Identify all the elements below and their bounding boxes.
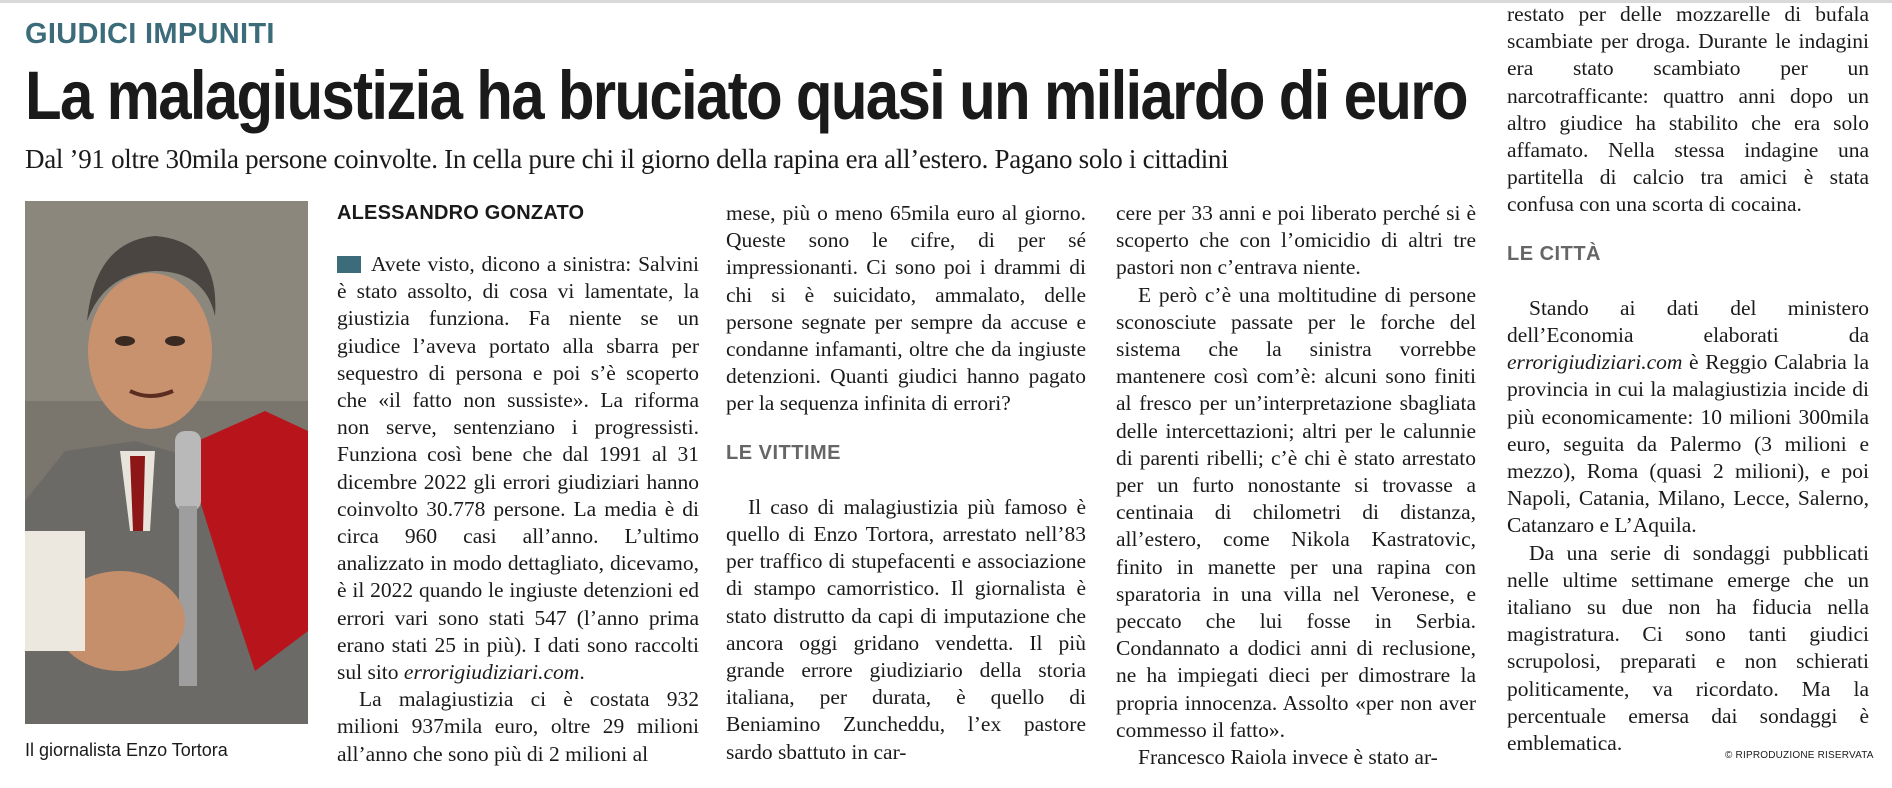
photo-caption: Il giornalista Enzo Tortora bbox=[25, 740, 228, 760]
article-column-2 bbox=[726, 200, 1086, 766]
article-photo bbox=[25, 201, 308, 724]
kicker: GIUDICI IMPUNITI bbox=[25, 18, 275, 50]
paragraph: Francesco Raiola invece è stato ar- bbox=[1138, 745, 1438, 770]
site-link: errorigiudiziari.com bbox=[403, 660, 580, 685]
section-marker-icon bbox=[337, 256, 361, 273]
site-link: errorigiudiziari.com bbox=[1507, 350, 1683, 375]
article-column-1 bbox=[337, 201, 699, 768]
paragraph: restato per delle mozzarelle di bufala scambiate per droga. Durante le indagini era stato scambiato per un narcotrafficante: quattro anni dopo un altro giudice ha stabilito che era solo affamato. Nella stessa indagine una partitella di calcio tra amici è stata confusa con una scorta di cocaina. bbox=[1507, 2, 1869, 217]
section-subtitle: LE CITTÀ bbox=[1507, 242, 1601, 265]
paragraph: cere per 33 anni e poi liberato perché si è scoperto che con l’omicidio di altri tre pastori non c’entrava niente. bbox=[1116, 201, 1476, 280]
copyright-notice: © RIPRODUZIONE RISERVATA bbox=[1725, 750, 1874, 761]
article-column-3 bbox=[1116, 200, 1476, 771]
headline: La malagiustizia ha bruciato quasi un miliardo di euro bbox=[25, 56, 1467, 134]
byline: ALESSANDRO GONZATO bbox=[337, 202, 585, 224]
paragraph: Avete visto, dicono a sinistra: Salvini è stato assolto, di cosa vi lamentate, la giustizia funziona. Fa niente se un giudice l’aveva portato alla sbarra per sequestro di persona e poi s’è scoperto che «il fatto non sussiste». La riforma non serve, sentenziano i progressisti. Funziona così bene che dal 1991 al 31 dicembre 2022 gli errori giudiziari hanno coinvolto 30.778 persone. La media è di circa 960 casi all’anno. L’ultimo analizzato in modo dettagliato, dicevamo, è il 2022 quando le ingiuste detenzioni ed errori vari sono stati 547 (l’anno prima erano stati 25 in più). I dati sono raccolti sul sito errorigiudiziari.com. bbox=[337, 252, 699, 685]
paragraph: Stando ai dati del ministero dell’Economia elaborati da errorigiudiziari.com è Reggio Calabria la provincia in cui la malagiustizia incide di più economicamente: 10 milioni 300mila euro, seguita da Palermo (3 milioni e mezzo), Roma (quasi 2 milioni), e poi Napoli, Catania, Milano, Lecce, Salerno, Catanzaro e L’Aquila. bbox=[1507, 295, 1869, 538]
paragraph: E però c’è una moltitudine di persone sconosciute passate per le forche del sistema che la sinistra vorrebbe mantenere così com’è: alcuni sono finiti al fresco per un’interpretazione sbagliata delle intercettazioni; altri per le calunnie di parenti ribelli; c’è chi è stato arrestato per un furto nonostante si trovasse a centinaia di chilometri di distanza, all’estero, come Nikola Kastratovic, finito in manette per una rapina con sparatoria in una villa nel Veronese, e peccato che lui fosse in Serbia. Condannato a dodici anni di reclusione, ne ha impiegati dieci per dimostrare la propria innocenza. Assolto «per non aver commesso il fatto». bbox=[1116, 282, 1476, 742]
paragraph: Il caso di malagiustizia più famoso è quello di Enzo Tortora, arrestato nell’83 per traffico di stupefacenti e associazione di stampo camorristico. Il giornalista è stato distrutto da capi di imputazione che ancora oggi gridano vendetta. Il più grande errore giudiziario della storia italiana, per durata, è quello di Beniamino Zuncheddu, l’ex pastore sardo sbattuto in car- bbox=[726, 494, 1086, 764]
subheadline: Dal ’91 oltre 30mila persone coinvolte. In cella pure chi il giorno della rapina era all’estero. Pagano solo i cittadini bbox=[25, 144, 1229, 174]
section-subtitle: LE VITTIME bbox=[726, 441, 841, 464]
paragraph: Da una serie di sondaggi pubblicati nelle ultime settimane emerge che un italiano su due non ha fiducia nella magistratura. Ci sono tanti giudici scrupolosi, preparati e non schierati politicamente, va ricordato. Ma la percentuale emersa dai sondaggi è emblematica. bbox=[1507, 540, 1869, 756]
paragraph: La malagiustizia ci è costata 932 milioni 937mila euro, oltre 29 milioni all’anno che sono più di 2 milioni al bbox=[337, 687, 699, 766]
article-column-4 bbox=[1507, 1, 1869, 757]
paragraph: mese, più o meno 65mila euro al giorno. Queste sono le cifre, di per sé impressionanti. Ci sono poi i drammi di chi si è suicidato, ammalato, delle persone segnate per sempre da accuse e condanne infamanti, oltre che da ingiuste detenzioni. Quanti giudici hanno pagato per la sequenza infinita di errori? bbox=[726, 201, 1086, 416]
